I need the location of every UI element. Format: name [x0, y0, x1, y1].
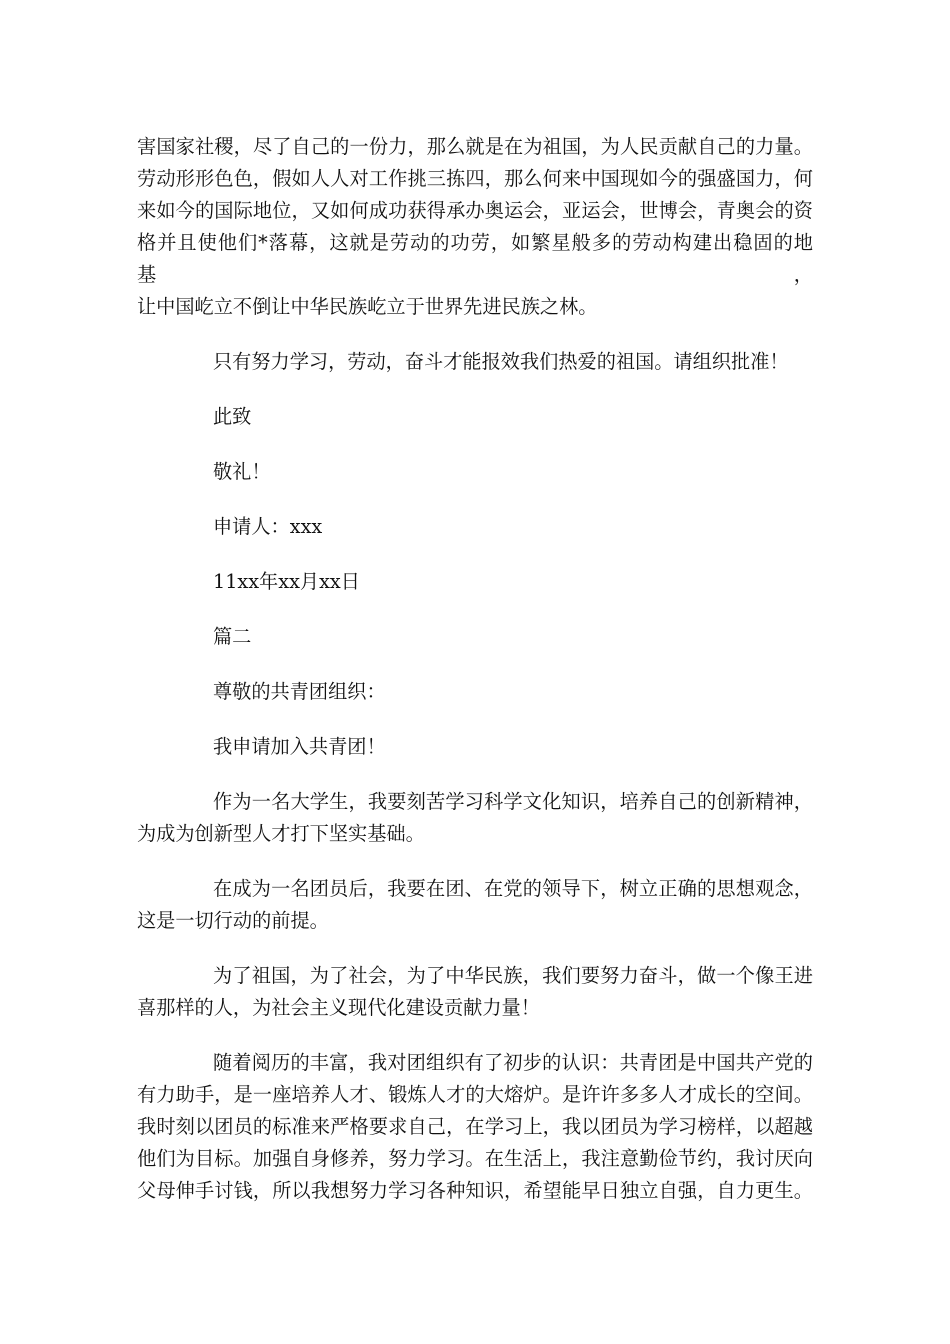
text-line: 随着阅历的丰富，我对团组织有了初步的认识：共青团是中国共产党的 — [213, 1051, 813, 1074]
paragraph-member-leadership — [137, 873, 813, 937]
document-body — [137, 131, 813, 1207]
text-line: 我时刻以团员的标准来严格要求自己，在学习上，我以团员为学习榜样，以超越 — [137, 1115, 813, 1138]
paragraph-closing-request — [137, 346, 813, 378]
date-line — [137, 566, 813, 598]
text-line: 为了祖国，为了社会，为了中华民族，我们要努力奋斗，做一个像王进 — [213, 964, 813, 987]
text-line: 在成为一名团员后，我要在团、在党的领导下，树立正确的思想观念， — [213, 877, 813, 900]
text-line: 劳动形形色色，假如人人对工作挑三拣四，那么何来中国现如今的强盛国力，何 — [137, 167, 813, 190]
salutation-jingli — [137, 456, 813, 488]
paragraph-motherland — [137, 960, 813, 1024]
text-line: 尊敬的共青团组织： — [213, 680, 386, 703]
paragraph-league-understanding — [137, 1047, 813, 1207]
text-line: 敬礼！ — [213, 460, 271, 483]
text-line: 害国家社稷，尽了自己的一份力，那么就是在为祖国，为人民贡献自己的力量。 — [137, 135, 813, 158]
text-line: 来如今的国际地位，又如何成功获得承办奥运会，亚运会，世博会，青奥会的资 — [137, 199, 813, 222]
text-line: 让中国屹立不倒让中华民族屹立于世界先进民族之林。 — [137, 295, 598, 318]
application-statement — [137, 731, 813, 763]
salutation-cizhi — [137, 401, 813, 433]
paragraph-student-study — [137, 786, 813, 850]
text-line: 为成为创新型人才打下坚实基础。 — [137, 822, 425, 845]
text-line: 篇二 — [213, 625, 252, 648]
text-line: 作为一名大学生，我要刻苦学习科学文化知识，培养自己的创新精神， — [213, 790, 813, 813]
text-line: 11xx年xx月xx日 — [213, 570, 360, 593]
applicant-line — [137, 511, 813, 543]
text-line: 父母伸手讨钱，所以我想努力学习各种知识，希望能早日独立自强，自力更生。 — [137, 1179, 813, 1202]
text-line: 这是一切行动的前提。 — [137, 909, 329, 932]
text-line: 申请人：xxx — [213, 515, 323, 538]
text-line: 喜那样的人，为社会主义现代化建设贡献力量！ — [137, 996, 540, 1019]
text-line: 他们为目标。加强自身修养，努力学习。在生活上，我注意勤俭节约，我讨厌向 — [137, 1147, 813, 1170]
addressee-line — [137, 676, 813, 708]
text-line: 此致 — [213, 405, 252, 428]
section-heading — [137, 621, 813, 653]
text-line: 有力助手，是一座培养人才、锻炼人才的大熔炉。是许许多多人才成长的空间。 — [137, 1083, 813, 1106]
text-line: 我申请加入共青团！ — [213, 735, 386, 758]
paragraph-labor-contribution — [137, 131, 813, 323]
text-line: 只有努力学习，劳动，奋斗才能报效我们热爱的祖国。请组织批准！ — [213, 350, 789, 373]
text-line: 格并且使他们*落幕，这就是劳动的功劳，如繁星般多的劳动构建出稳固的地基， — [137, 231, 813, 286]
